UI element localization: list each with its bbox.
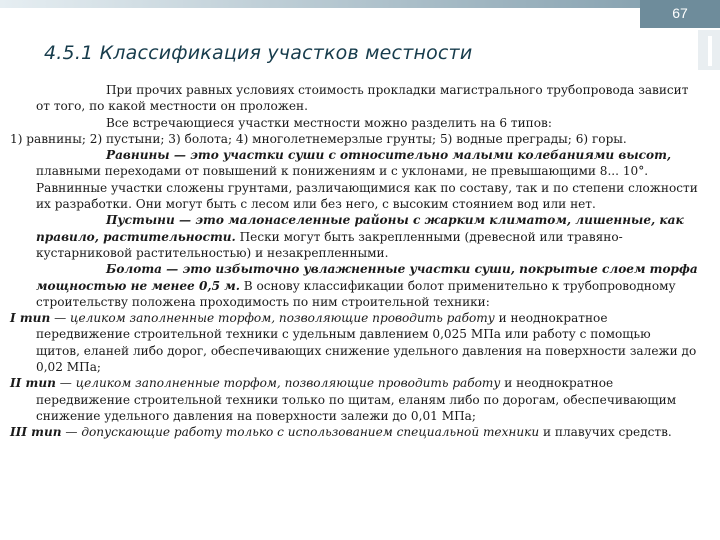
deserts-definition: Пустыни — это малонаселенные районы с жарким климатом, лишенные, как правило, растительности. xyxy=(36,213,684,244)
deserts-text: Пески могут быть закрепленными (древесной или травяно-кустарниковой растительностью) и незакрепленными. xyxy=(36,229,623,260)
plains-text: плавными переходами от повышений к понижениям и с уклонами, не превышающими 8... 10°. Равнинные участки сложены грунтами, различающимися как по составу, так и по степени сложности их разработки. Они могут быть с лесом или без него, с высоким стоянием вод или нет. xyxy=(36,164,698,212)
slide-title: 4.5.1 Классификация участков местности xyxy=(44,42,473,64)
paragraph-swamps xyxy=(10,261,698,310)
type-1-text: и неоднократное передвижение строительной техники с удельным давлением 0,025 МПа или работу с помощью щитов, еланей либо дорог, обеспечивающих снижение удельного давления на поверхности залежи до 0,02 МПа; xyxy=(36,311,697,375)
type-1-italic: — целиком заполненные торфом, позволяющие проводить работу xyxy=(50,311,495,326)
type-2-text: и неоднократное передвижение строительной техники только по щитам, еланям либо по дорогам, обеспечивающим снижение удельного давления на поверхности залежи до 0,01 МПа; xyxy=(36,376,677,423)
top-bar xyxy=(0,0,720,28)
page-number: 67 xyxy=(672,5,688,21)
type-3-label: III тип xyxy=(10,425,62,440)
top-gradient-line xyxy=(0,0,720,8)
swamps-definition: Болота — это избыточно увлажненные участки суши, покрытые слоем торфа мощностью не менее 0,5 м. xyxy=(36,262,698,293)
type-2-label: II тип xyxy=(10,376,56,391)
paragraph-plains xyxy=(10,147,698,212)
swamps-text: В основу классификации болот применительно к трубопроводному строительству положена проходимость по ним строительной техники: xyxy=(36,278,676,309)
type-3-italic: — допускающие работу только с использованием специальной техники xyxy=(61,425,540,440)
paragraph-intro: При прочих равных условиях стоимость прокладки магистрального трубопровода зависит от того, по какой местности он проложен. xyxy=(36,83,689,114)
type-3-text: и плавучих средств. xyxy=(539,425,672,440)
type-2-italic: — целиком заполненные торфом, позволяющие проводить работу xyxy=(55,376,501,391)
type-1-label: I тип xyxy=(10,311,51,326)
body-text xyxy=(10,82,698,441)
paragraph-type-1 xyxy=(10,310,698,375)
side-decoration-bar xyxy=(708,36,712,66)
paragraph-type-3 xyxy=(10,424,698,440)
paragraph-deserts xyxy=(10,212,698,261)
paragraph-types: Все встречающиеся участки местности можно разделить на 6 типов: xyxy=(106,115,552,130)
paragraph-type-list: 1) равнины; 2) пустыни; 3) болота; 4) многолетнемерзлые грунты; 5) водные преграды; 6) горы. xyxy=(10,131,627,146)
paragraph-type-2 xyxy=(10,375,698,424)
plains-definition: Равнины — это участки суши с относительно малыми колебаниями высот, xyxy=(106,148,672,163)
